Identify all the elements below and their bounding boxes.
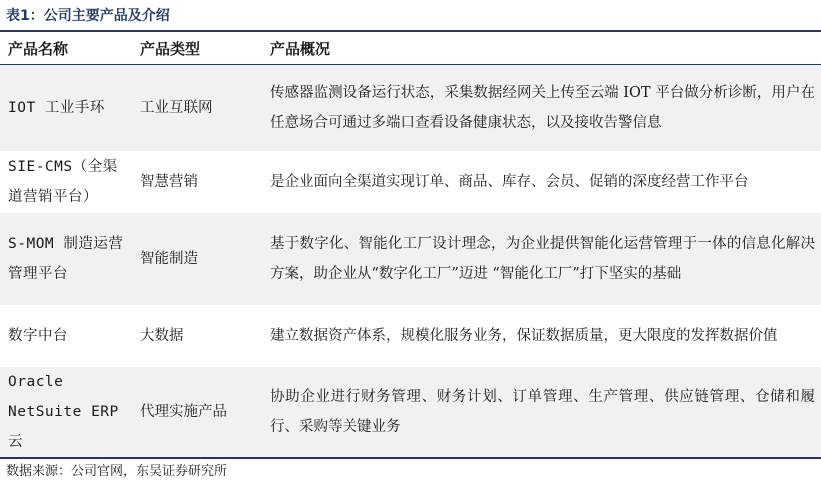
- header-row: [0, 33, 821, 65]
- product-type-cell: 工业互联网: [132, 65, 262, 151]
- product-desc-cell: 协助企业进行财务管理、财务计划、订单管理、生产管理、供应链管理、仓储和履行、采购等关键业务: [262, 367, 821, 458]
- product-desc-cell: 是企业面向全渠道实现订单、商品、库存、会员、促销的深度经营工作平台: [270, 173, 749, 190]
- column-header-type: 产品类型: [132, 33, 262, 65]
- product-name-cell: IOT 工业手环: [0, 65, 132, 151]
- table-row: [0, 65, 821, 151]
- product-name-cell: SIE-CMS（全渠道营销平台）: [8, 158, 118, 205]
- title-rule: [0, 30, 821, 32]
- column-header-name: 产品名称: [0, 33, 132, 65]
- product-name-cell: S-MOM 制造运营管理平台: [0, 213, 132, 305]
- column-header-overview: 产品概况: [262, 33, 821, 65]
- product-desc-cell: 传感器监测设备运行状态，采集数据经网关上传至云端 IOT 平台做分析诊断，用户在任意场合可通过多端口查看设备健康状态，以及接收告警信息: [262, 65, 821, 151]
- source-note: 数据来源：公司官网，东吴证券研究所: [6, 464, 228, 479]
- table-row: [0, 151, 821, 213]
- table-row: [0, 367, 821, 458]
- product-type-cell: 智慧营销: [140, 173, 198, 190]
- product-type-cell: 大数据: [140, 327, 184, 344]
- table-row: [0, 305, 821, 367]
- product-table: [0, 33, 821, 459]
- product-name-cell: 数字中台: [8, 327, 68, 344]
- product-desc-cell: 基于数字化、智能化工厂设计理念，为企业提供智能化运营管理于一体的信息化解决方案，助企业从“数字化工厂”迈进 “智能化工厂”打下坚实的基础: [262, 213, 821, 305]
- product-type-cell: 代理实施产品: [132, 367, 262, 458]
- product-type-cell: 智能制造: [132, 213, 262, 305]
- product-desc-cell: 建立数据资产体系，规模化服务业务，保证数据质量，更大限度的发挥数据价值: [270, 327, 778, 344]
- product-name-cell: Oracle NetSuite ERP 云: [0, 367, 132, 458]
- table-title: 表1：公司主要产品及介绍: [6, 8, 170, 24]
- table-row: [0, 213, 821, 305]
